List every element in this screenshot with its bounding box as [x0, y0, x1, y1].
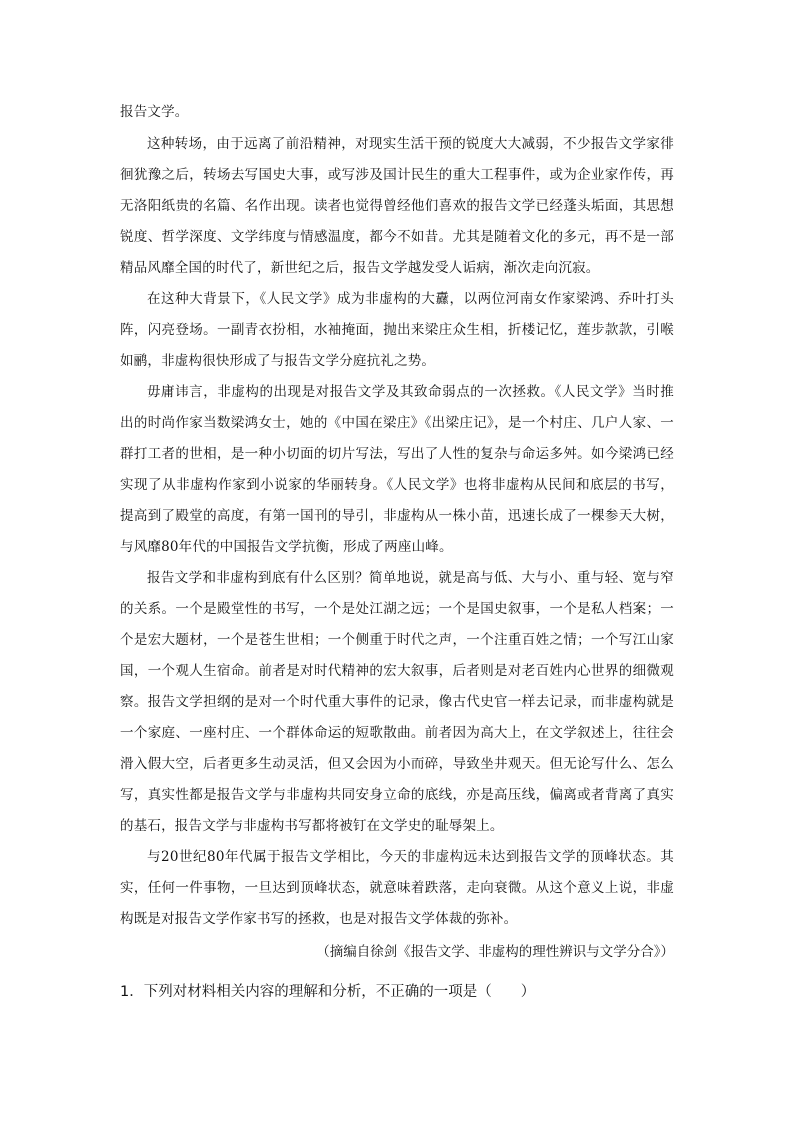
question-1: 1．下列对材料相关内容的理解和分析，不正确的一项是（ ） [120, 984, 536, 1000]
source-citation: （摘编自徐剑《报告文学、非虚构的理性辨识与文学分合》） [316, 944, 674, 960]
paragraph-transition: 这种转场，由于远离了前沿精神，对现实生活干预的锐度大大减弱，不少报告文学家徘徊犹豫之后，转场去写国史大事，或写涉及国计民生的重大工程事件，或为企业家作传，再无洛阳纸贵的名篇、名作出现。读者也觉得曾经他们喜欢的报告文学已经蓬头垢面，其思想锐度、哲学深度、文学纬度与情感温度，都今不如昔。尤其是随着文化的多元，再不是一部精品风靡全国的时代了，新世纪之后，报告文学越发受人诟病，渐次走向沉寂。 [120, 136, 674, 276]
paragraph-continuation: 报告文学。 [120, 104, 189, 120]
paragraph-difference: 报告文学和非虚构到底有什么区别？简单地说，就是高与低、大与小、重与轻、宽与窄的关系。一个是殿堂性的书写，一个是处江湖之远；一个是国史叙事，一个是私人档案；一个是宏大题材，一个是苍生世相；一个侧重于时代之声，一个注重百姓之情；一个写江山家国，一个观人生宿命。前者是对时代精神的宏大叙事，后者则是对老百姓内心世界的细微观察。报告文学担纲的是对一个时代重大事件的记录，像古代史官一样去记录，而非虚构就是一个家庭、一座村庄、一个群体命运的短歌散曲。前者因为高大上，在文学叙述上，往往会滑入假大空，后者更多生动灵活，但又会因为小而碎，导致坐井观天。但无论写什么、怎么写，真实性都是报告文学与非虚构共同安身立命的底线，亦是高压线，偏离或者背离了真实的基石，报告文学与非虚构书写都将被钉在文学史的耻辱架上。 [120, 570, 674, 834]
paragraph-background: 在这种大背景下，《人民文学》成为非虚构的大纛，以两位河南女作家梁鸿、乔叶打头阵，闪亮登场。一副青衣扮相，水袖掩面，抛出来梁庄众生相，折楼记忆，莲步款款，引喉如鹂，非虚构很快形成了与报告文学分庭抗礼之势。 [120, 291, 674, 369]
paragraph-rescue: 毋庸讳言，非虚构的出现是对报告文学及其致命弱点的一次拯救。《人民文学》当时推出的时尚作家当数梁鸿女士，她的《中国在梁庄》《出梁庄记》，是一个村庄、几户人家、一群打工者的世相，是一种小切面的切片写法，写出了人性的复杂与命运多舛。如今梁鸿已经实现了从非虚构作家到小说家的华丽转身。《人民文学》也将非虚构从民间和底层的书写，提高到了殿堂的高度，有第一国刊的导引，非虚构从一株小苗，迅速长成了一棵参天大树，与风靡80年代的中国报告文学抗衡，形成了两座山峰。 [120, 384, 674, 555]
paragraph-conclusion: 与20世纪80年代属于报告文学相比，今天的非虚构远未达到报告文学的顶峰状态。其实，任何一件事物，一旦达到顶峰状态，就意味着跌落，走向衰微。从这个意义上说，非虚构既是对报告文学作家书写的拯救，也是对报告文学体裁的弥补。 [120, 849, 674, 927]
